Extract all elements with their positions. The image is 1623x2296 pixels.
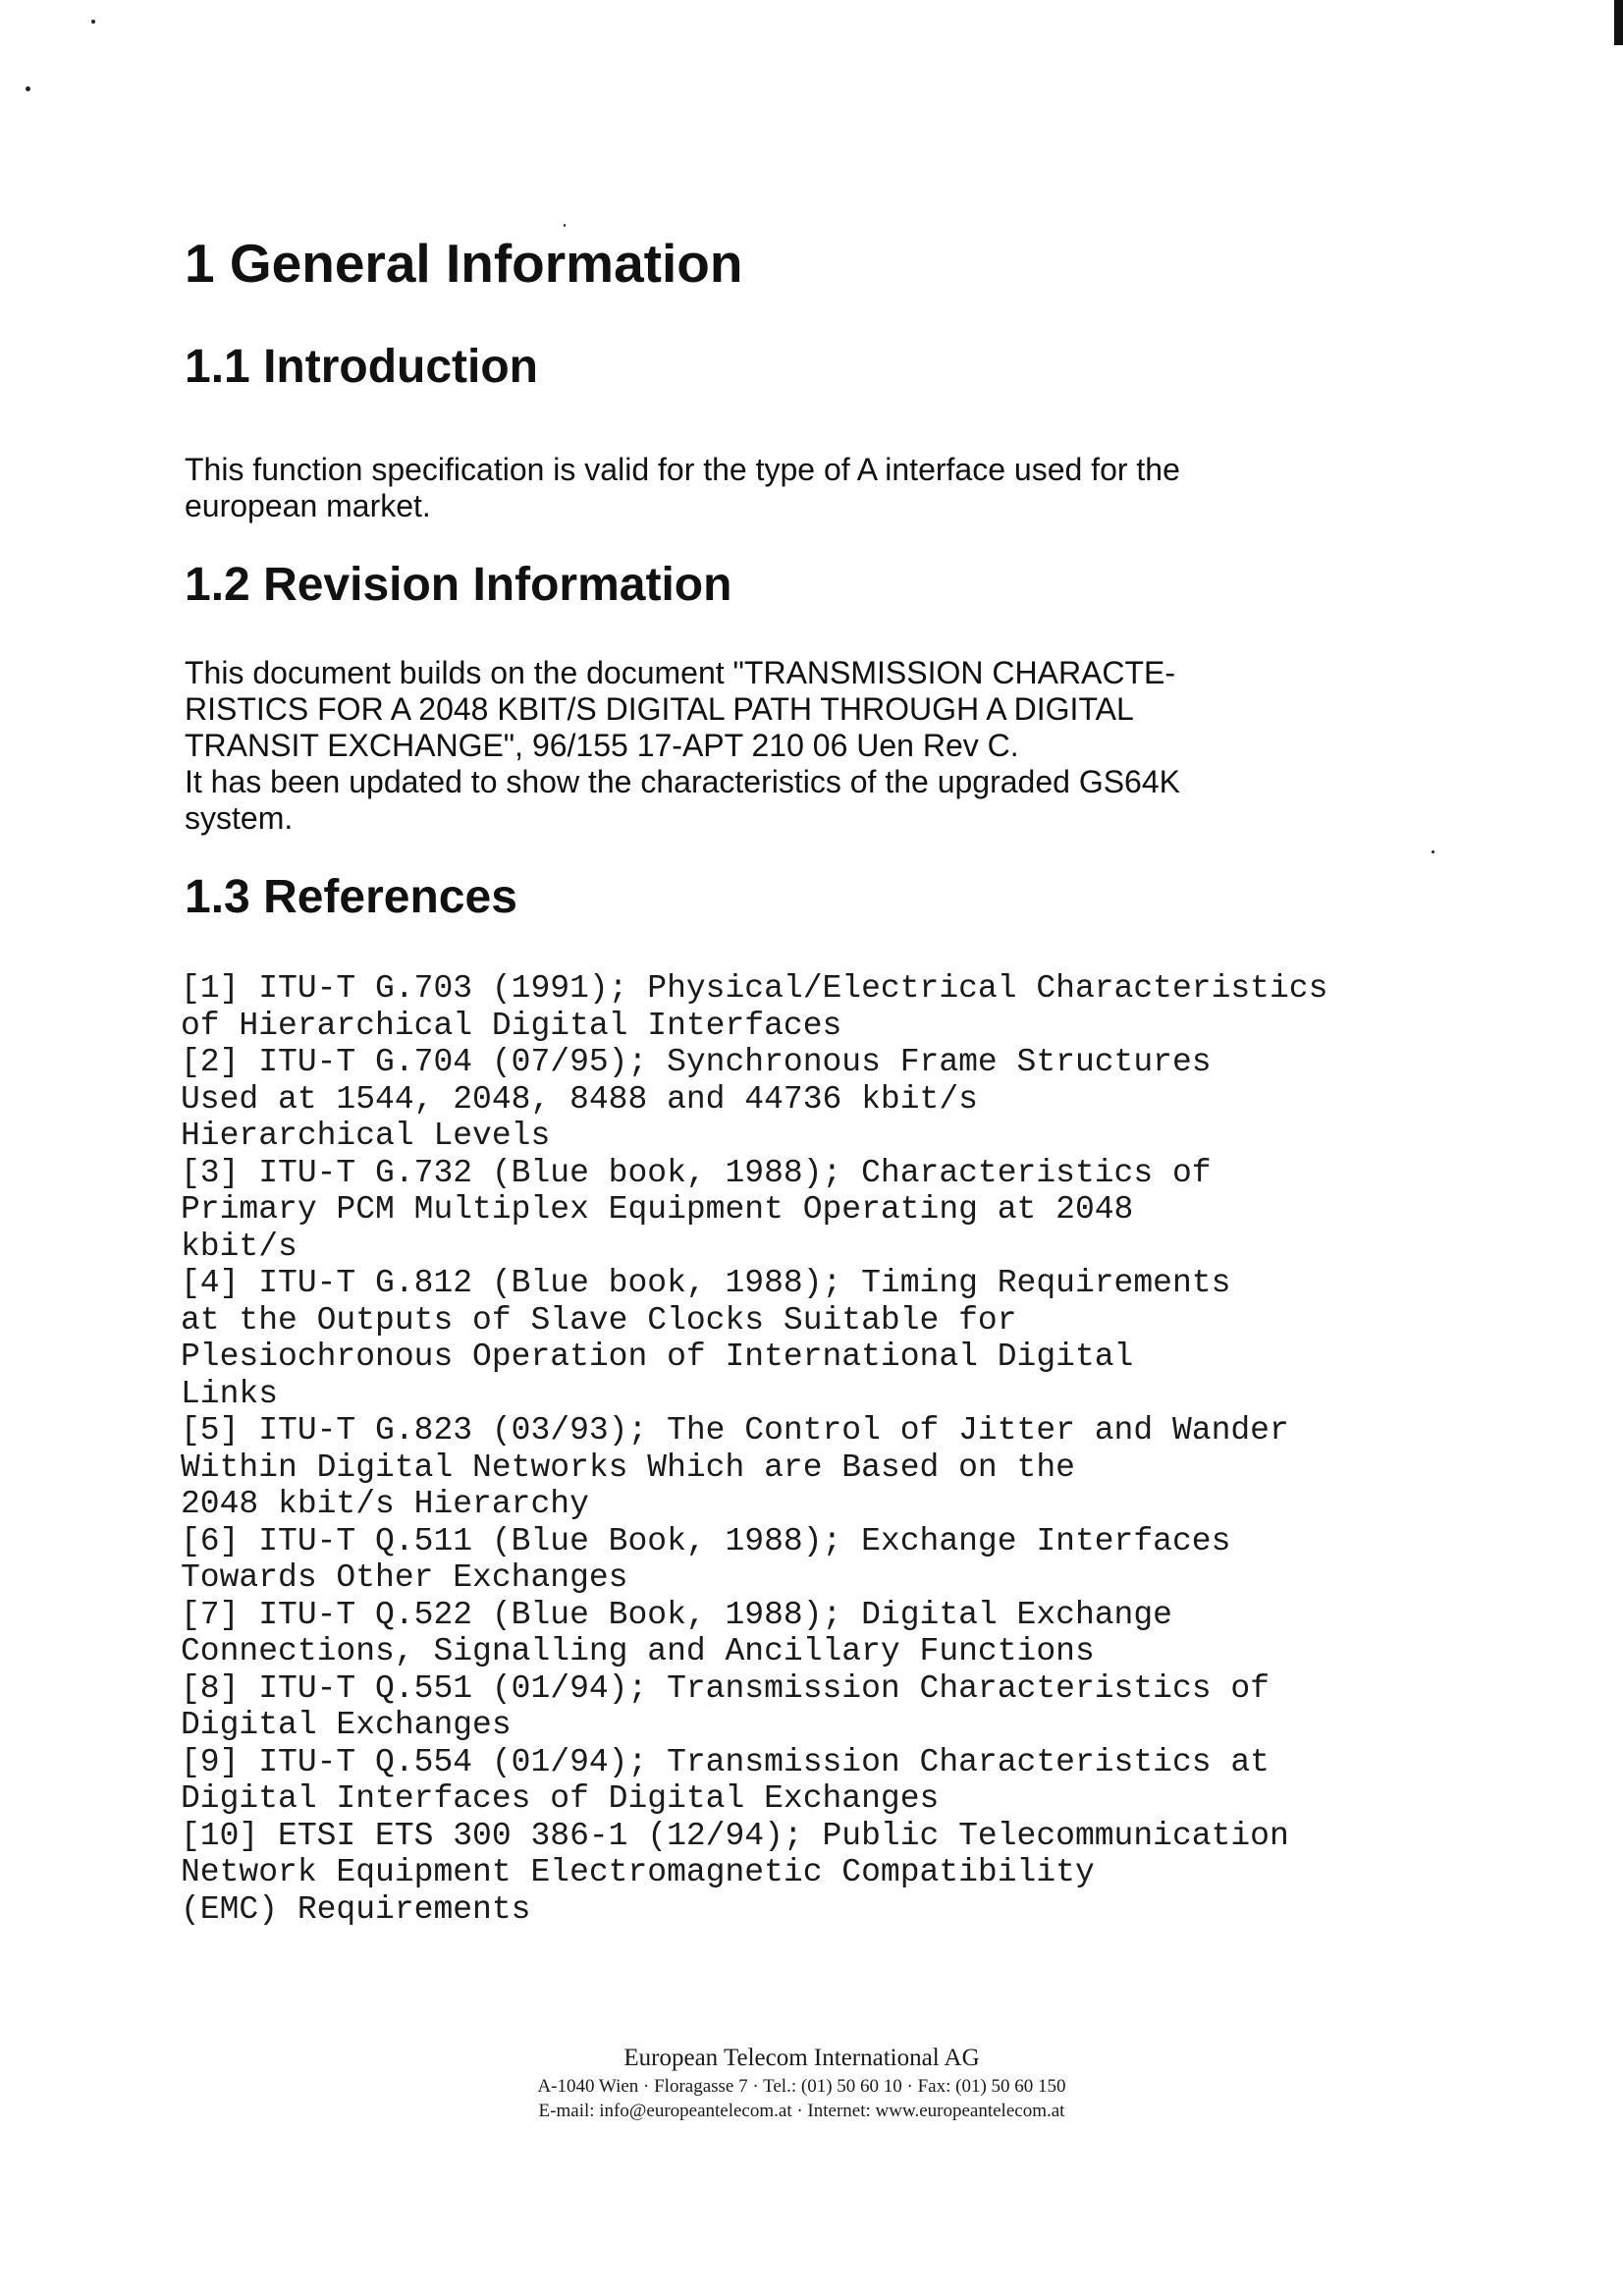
reference-line: Plesiochronous Operation of International Digital — [181, 1339, 1134, 1375]
reference-line: kbit/s — [181, 1228, 298, 1265]
scan-edge-mark — [1614, 0, 1623, 45]
reference-line: Links — [181, 1375, 279, 1412]
paragraph-line: It has been updated to show the characteristics of the upgraded GS64K — [185, 764, 1180, 799]
footer-company-name: European Telecom International AG — [623, 2045, 980, 2071]
page-footer — [0, 2043, 1603, 2123]
section-title-references: 1.3 References — [185, 871, 517, 923]
reference-item — [181, 1597, 1327, 1670]
reference-line: Connections, Signalling and Ancillary Functions — [181, 1633, 1095, 1669]
reference-line: of Hierarchical Digital Interfaces — [181, 1007, 842, 1044]
reference-line: [4] ITU-T G.812 (Blue book, 1988); Timing Requirements — [181, 1265, 1231, 1301]
reference-line: at the Outputs of Slave Clocks Suitable for — [181, 1301, 1017, 1339]
reference-item — [181, 1155, 1327, 1266]
reference-item — [181, 1265, 1327, 1412]
reference-item — [181, 1818, 1327, 1929]
reference-line: Towards Other Exchanges — [181, 1559, 628, 1596]
reference-line: [7] ITU-T Q.522 (Blue Book, 1988); Digital Exchange — [181, 1596, 1172, 1633]
scan-speck — [26, 86, 30, 91]
footer-contact: E-mail: info@europeantelecom.at · Internet: www.europeantelecom.at — [538, 2101, 1065, 2121]
paragraph-line: This document builds on the document "TRANSMISSION CHARACTE- — [185, 655, 1176, 690]
reference-item — [181, 1412, 1327, 1523]
reference-line: [10] ETSI ETS 300 386-1 (12/94); Public Telecommunication — [181, 1817, 1289, 1854]
reference-line: [8] ITU-T Q.551 (01/94); Transmission Characteristics of — [181, 1669, 1270, 1707]
reference-line: [2] ITU-T G.704 (07/95); Synchronous Frame Structures — [181, 1044, 1212, 1080]
reference-item — [181, 1523, 1327, 1597]
reference-item — [181, 1670, 1327, 1744]
section-title-introduction: 1.1 Introduction — [185, 341, 538, 393]
reference-line: Hierarchical Levels — [181, 1118, 551, 1154]
reference-item — [181, 1744, 1327, 1818]
reference-line: [9] ITU-T Q.554 (01/94); Transmission Characteristics at — [181, 1743, 1270, 1780]
reference-line: [6] ITU-T Q.511 (Blue Book, 1988); Exchange Interfaces — [181, 1522, 1231, 1559]
paragraph-line: european market. — [185, 488, 431, 523]
footer-address: A-1040 Wien · Floragasse 7 · Tel.: (01) 50 60 10 · Fax: (01) 50 60 150 — [537, 2076, 1066, 2097]
references-list — [181, 970, 1327, 1928]
reference-line: 2048 kbit/s Hierarchy — [181, 1486, 589, 1522]
paragraph-line: TRANSIT EXCHANGE", 96/155 17-APT 210 06 Uen Rev C. — [185, 728, 1019, 763]
reference-line: Within Digital Networks Which are Based on the — [181, 1449, 1075, 1486]
chapter-title: 1 General Information — [185, 233, 743, 294]
introduction-paragraph — [185, 452, 1304, 524]
reference-line: Primary PCM Multiplex Equipment Operating at 2048 — [181, 1191, 1134, 1228]
reference-item — [181, 1044, 1327, 1155]
reference-line: [3] ITU-T G.732 (Blue book, 1988); Characteristics of — [181, 1154, 1212, 1191]
scan-speck — [91, 20, 95, 24]
revision-paragraph — [185, 655, 1304, 837]
reference-line: (EMC) Requirements — [181, 1890, 531, 1928]
reference-item — [181, 970, 1327, 1044]
reference-line: Used at 1544, 2048, 8488 and 44736 kbit/s — [181, 1080, 978, 1118]
scan-speck — [1432, 850, 1434, 853]
reference-line: Digital Interfaces of Digital Exchanges — [181, 1780, 940, 1817]
section-title-revision: 1.2 Revision Information — [185, 559, 732, 611]
paragraph-line: This function specification is valid for the type of A interface used for the — [185, 452, 1180, 487]
reference-line: [5] ITU-T G.823 (03/93); The Control of Jitter and Wander — [181, 1412, 1289, 1449]
reference-line: Digital Exchanges — [181, 1707, 512, 1743]
scan-speck — [564, 224, 566, 227]
paragraph-line: system. — [185, 800, 294, 836]
reference-line: Network Equipment Electromagnetic Compatibility — [181, 1854, 1095, 1890]
paragraph-line: RISTICS FOR A 2048 KBIT/S DIGITAL PATH THROUGH A DIGITAL — [185, 691, 1134, 727]
reference-line: [1] ITU-T G.703 (1991); Physical/Electrical Characteristics — [181, 970, 1328, 1007]
